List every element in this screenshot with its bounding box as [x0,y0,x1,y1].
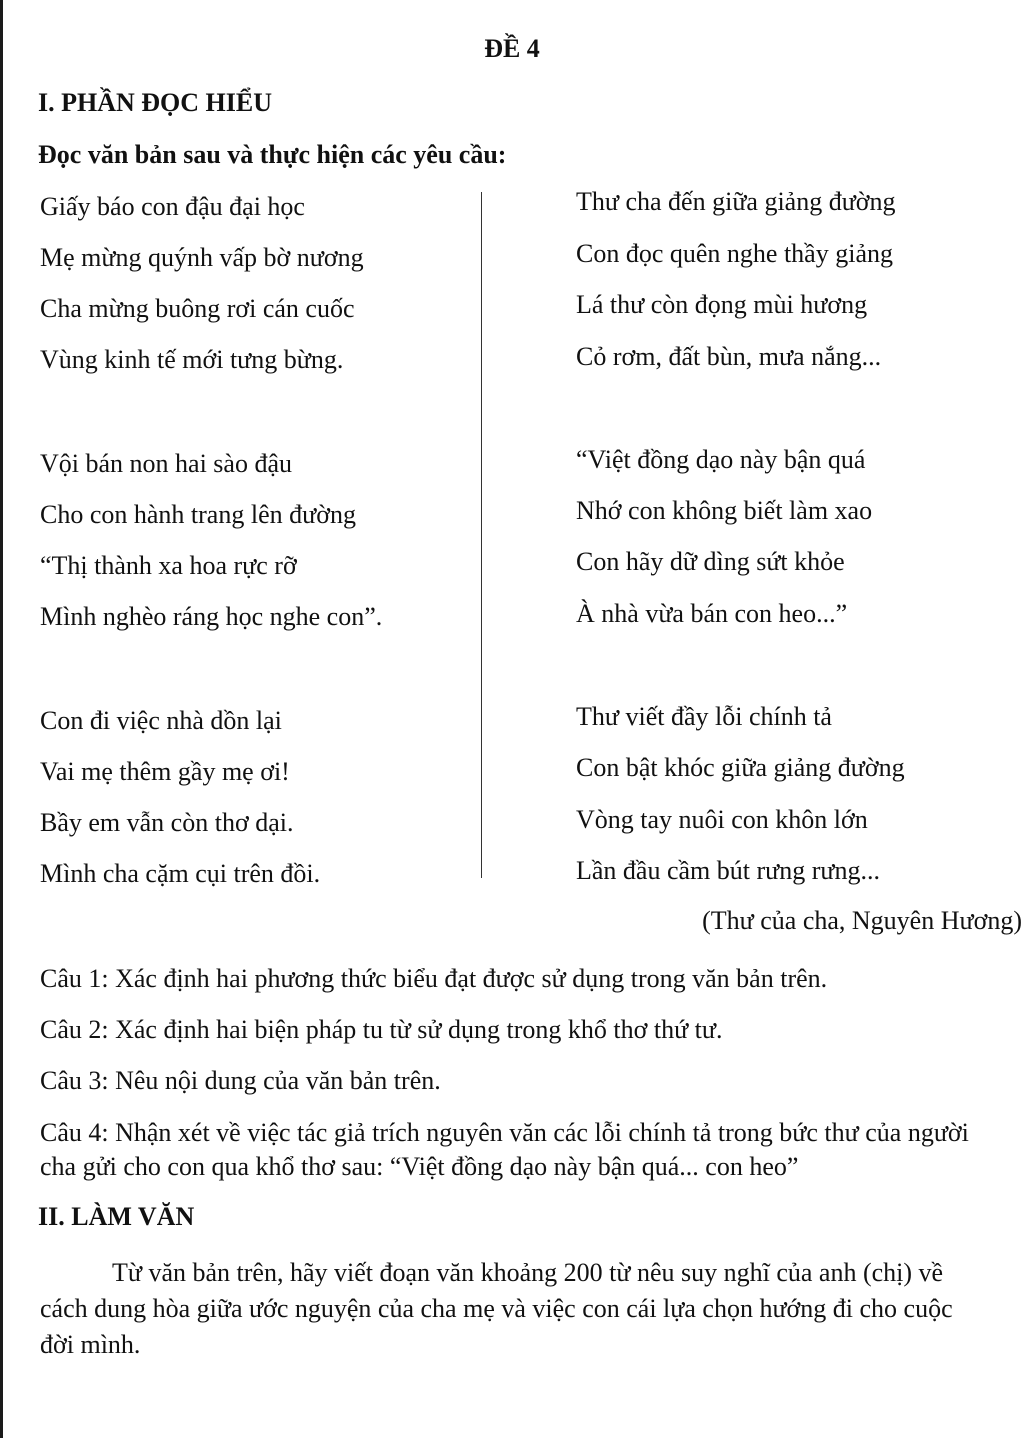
writing-prompt: Từ văn bản trên, hãy viết đoạn văn khoảng 200 từ nêu suy nghĩ của anh (chị) về cách dung hòa giữa ước nguyện của cha mẹ và việc con cái lựa chọn hướng đi cho cuộc đời mình. [40,1258,953,1359]
poem-line: Con đi việc nhà dồn lại [40,706,282,735]
question-4: Câu 4: Nhận xét về việc tác giả trích nguyên văn các lỗi chính tả trong bức thư của người cha gửi cho con qua khổ thơ sau: “Việt đồng dạo này bận quá... con heo” [40,1118,969,1181]
reading-instruction: Đọc văn bản sau và thực hiện các yêu cầu: [38,140,507,169]
poem-line: Mẹ mừng quýnh vấp bờ nương [40,243,364,272]
poem-line: Vội bán non hai sào đậu [40,449,293,478]
poem-line: Mình nghèo ráng học nghe con”. [40,602,383,631]
poem-line: “Thị thành xa hoa rực rỡ [40,551,297,580]
poem-line: Cha mừng buông rơi cán cuốc [40,294,355,323]
section2-heading: II. LÀM VĂN [38,1202,195,1231]
poem-line: Mình cha cặm cụi trên đồi. [40,859,321,888]
question-1: Câu 1: Xác định hai phương thức biểu đạt được sử dụng trong văn bản trên. [40,964,828,993]
poem-line: Vòng tay nuôi con khôn lớn [576,805,868,834]
poem-column-divider [481,192,482,878]
poem-line: Giấy báo con đậu đại học [40,192,305,221]
poem-line: Thư cha đến giữa giảng đường [576,187,896,216]
poem-line: Lần đầu cầm bút rưng rưng... [576,856,880,885]
poem-source: (Thư của cha, Nguyên Hương) [702,906,1022,935]
poem-line: Con hãy dữ dìng sứt khỏe [576,547,845,576]
poem-line: Vai mẹ thêm gầy mẹ ơi! [40,757,290,786]
exam-title: ĐỀ 4 [484,34,540,63]
question-2: Câu 2: Xác định hai biện pháp tu từ sử dụng trong khổ thơ thứ tư. [40,1015,723,1044]
section1-heading: I. PHẦN ĐỌC HIỂU [38,88,273,117]
poem-line: Con bật khóc giữa giảng đường [576,753,905,782]
poem-line: À nhà vừa bán con heo...” [576,599,848,628]
poem-line: Bầy em vẫn còn thơ dại. [40,808,294,837]
poem-line: Nhớ con không biết làm xao [576,496,873,525]
poem-line: “Việt đồng dạo này bận quá [576,445,866,474]
question-3: Câu 3: Nêu nội dung của văn bản trên. [40,1066,441,1095]
poem-line: Cỏ rơm, đất bùn, mưa nắng... [576,342,882,371]
poem-line: Con đọc quên nghe thầy giảng [576,239,893,268]
poem-line: Vùng kinh tế mới tưng bừng. [40,345,344,374]
poem-line: Cho con hành trang lên đường [40,500,356,529]
poem-line: Lá thư còn đọng mùi hương [576,290,868,319]
poem-line: Thư viết đầy lỗi chính tả [576,702,832,731]
